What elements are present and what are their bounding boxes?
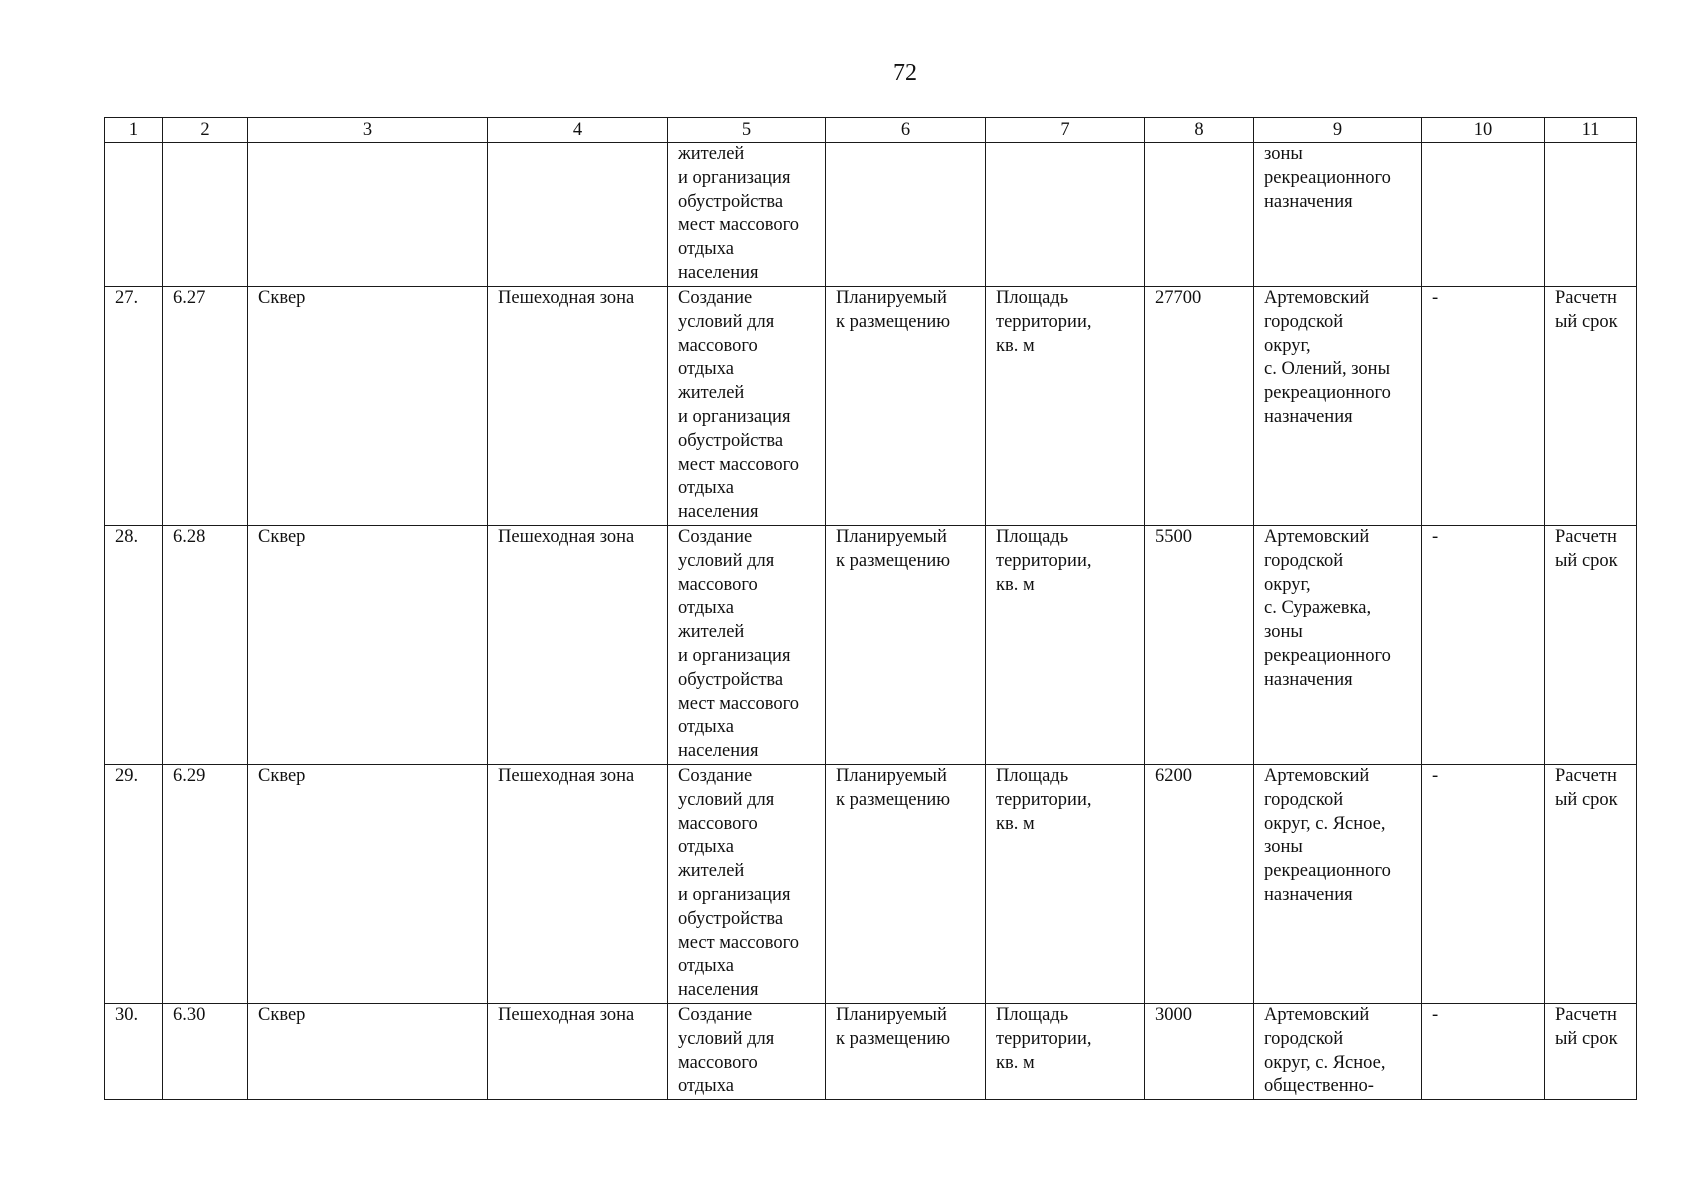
zone-note-cell: [1422, 143, 1545, 287]
table-row-continuation: [105, 143, 1637, 287]
object-type-cell: [248, 143, 488, 287]
column-number: 11: [1545, 118, 1637, 143]
status-cell: Планируемый к размещению: [826, 526, 986, 765]
characteristic-cell: [986, 143, 1145, 287]
location-cell: Артемовский городской округ, с. Олений, зоны рекреационного назначения: [1254, 287, 1422, 526]
item-code-cell: 6.30: [163, 1004, 248, 1100]
status-cell: Планируемый к размещению: [826, 1004, 986, 1100]
object-type-cell: Сквер: [248, 765, 488, 1004]
location-cell: Артемовский городской округ, с. Ясное, общественно-: [1254, 1004, 1422, 1100]
value-cell: [1145, 143, 1254, 287]
table-row: [105, 287, 1637, 526]
value-cell: 27700: [1145, 287, 1254, 526]
column-number-row: [105, 118, 1637, 143]
column-number: 5: [668, 118, 826, 143]
zone-note-cell: -: [1422, 1004, 1545, 1100]
row-number-cell: 30.: [105, 1004, 163, 1100]
characteristic-cell: Площадь территории, кв. м: [986, 526, 1145, 765]
item-code-cell: 6.27: [163, 287, 248, 526]
column-number: 9: [1254, 118, 1422, 143]
purpose-cell: Создание условий для массового отдыха: [668, 1004, 826, 1100]
table-row: [105, 765, 1637, 1004]
characteristic-cell: Площадь территории, кв. м: [986, 765, 1145, 1004]
item-code-cell: 6.28: [163, 526, 248, 765]
purpose-cell: Создание условий для массового отдыха жителей и организация обустройства мест массового отдыха населения: [668, 287, 826, 526]
term-cell: [1545, 143, 1637, 287]
characteristic-cell: Площадь территории, кв. м: [986, 287, 1145, 526]
row-number-cell: 28.: [105, 526, 163, 765]
item-code-cell: 6.29: [163, 765, 248, 1004]
value-cell: 6200: [1145, 765, 1254, 1004]
purpose-cell: жителей и организация обустройства мест массового отдыха населения: [668, 143, 826, 287]
row-number-cell: 27.: [105, 287, 163, 526]
status-cell: Планируемый к размещению: [826, 287, 986, 526]
term-cell: Расчетн ый срок: [1545, 1004, 1637, 1100]
location-cell: Артемовский городской округ, с. Ясное, зоны рекреационного назначения: [1254, 765, 1422, 1004]
object-type-cell: Сквер: [248, 526, 488, 765]
value-cell: 3000: [1145, 1004, 1254, 1100]
zone-cell: Пешеходная зона: [488, 287, 668, 526]
column-number: 2: [163, 118, 248, 143]
zone-cell: [488, 143, 668, 287]
row-number-cell: 29.: [105, 765, 163, 1004]
purpose-cell: Создание условий для массового отдыха жителей и организация обустройства мест массового отдыха населения: [668, 526, 826, 765]
zone-note-cell: -: [1422, 526, 1545, 765]
value-cell: 5500: [1145, 526, 1254, 765]
column-number: 7: [986, 118, 1145, 143]
term-cell: Расчетн ый срок: [1545, 526, 1637, 765]
column-number: 3: [248, 118, 488, 143]
object-type-cell: Сквер: [248, 287, 488, 526]
term-cell: Расчетн ый срок: [1545, 765, 1637, 1004]
term-cell: Расчетн ый срок: [1545, 287, 1637, 526]
table-row: [105, 1004, 1637, 1100]
table-row: [105, 526, 1637, 765]
zone-cell: Пешеходная зона: [488, 1004, 668, 1100]
zone-note-cell: -: [1422, 287, 1545, 526]
objects-table: [104, 117, 1637, 1100]
location-cell: Артемовский городской округ, с. Суражевка, зоны рекреационного назначения: [1254, 526, 1422, 765]
item-code-cell: [163, 143, 248, 287]
column-number: 8: [1145, 118, 1254, 143]
column-number: 4: [488, 118, 668, 143]
status-cell: [826, 143, 986, 287]
status-cell: Планируемый к размещению: [826, 765, 986, 1004]
column-number: 1: [105, 118, 163, 143]
column-number: 10: [1422, 118, 1545, 143]
zone-cell: Пешеходная зона: [488, 765, 668, 1004]
characteristic-cell: Площадь территории, кв. м: [986, 1004, 1145, 1100]
row-number-cell: [105, 143, 163, 287]
zone-cell: Пешеходная зона: [488, 526, 668, 765]
zone-note-cell: -: [1422, 765, 1545, 1004]
purpose-cell: Создание условий для массового отдыха жителей и организация обустройства мест массового отдыха населения: [668, 765, 826, 1004]
page-number: 72: [893, 60, 917, 86]
location-cell: зоны рекреационного назначения: [1254, 143, 1422, 287]
object-type-cell: Сквер: [248, 1004, 488, 1100]
column-number: 6: [826, 118, 986, 143]
